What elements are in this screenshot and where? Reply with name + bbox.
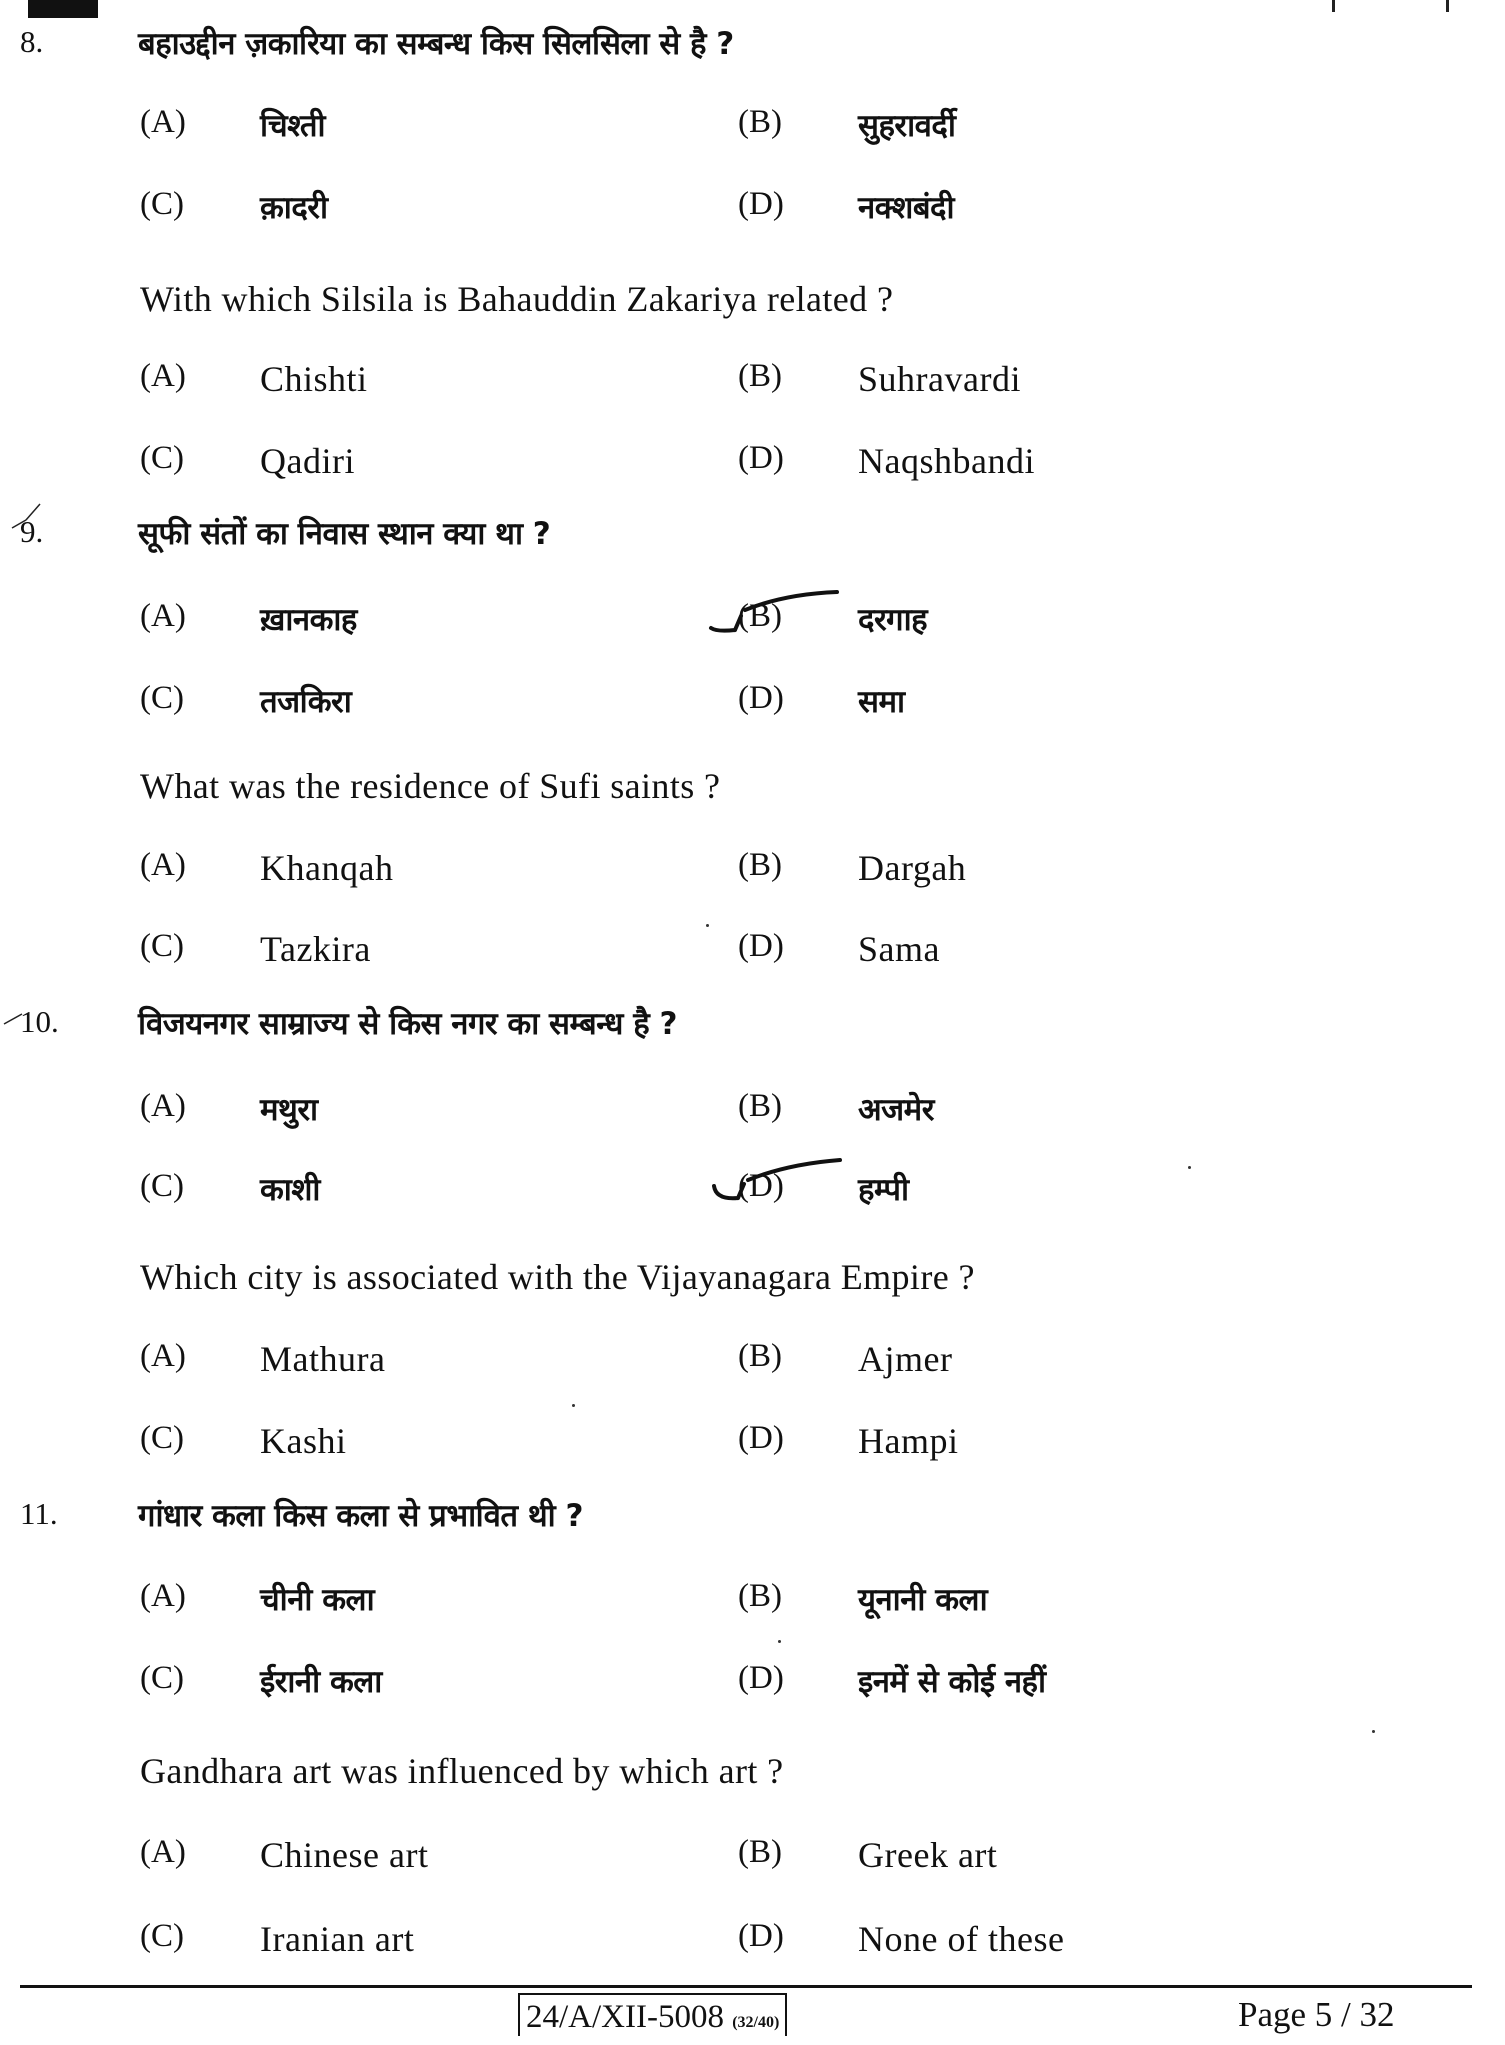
question-number: 9.	[20, 514, 44, 549]
header-black-mark	[28, 0, 98, 18]
scan-speck	[778, 1640, 781, 1643]
question-number: 11.	[20, 1496, 58, 1531]
header-tick-mark	[1446, 0, 1449, 12]
question-number: 8.	[20, 24, 44, 59]
question-stem-english: What was the residence of Sufi saints ?	[140, 766, 721, 806]
question-stem-english: Gandhara art was influenced by which art ?	[140, 1751, 784, 1791]
question-stem-english: Which city is associated with the Vijayanagara Empire ?	[140, 1257, 975, 1297]
paper-code: 24/A/XII-5008	[526, 1999, 724, 2035]
footer-rule	[20, 1985, 1472, 1988]
question-number: 10.	[20, 1004, 59, 1039]
scan-speck	[706, 924, 709, 927]
question-stem-hindi: गांधार कला किस कला से प्रभावित थी ?	[138, 1498, 583, 1534]
scan-speck	[1188, 1166, 1191, 1169]
question-stem-hindi: विजयनगर साम्राज्य से किस नगर का सम्बन्ध है ?	[138, 1006, 677, 1042]
scan-speck	[1372, 1730, 1375, 1733]
paper-code-suffix: (32/40)	[732, 2014, 780, 2031]
paper-code-box	[518, 1993, 787, 2036]
question-stem-english: With which Silsila is Bahauddin Zakariya related ?	[140, 279, 894, 319]
question-stem-hindi: सूफी संतों का निवास स्थान क्या था ?	[138, 516, 551, 552]
page-number: Page 5 / 32	[1238, 1995, 1395, 2034]
header-tick-mark	[1332, 0, 1335, 12]
scan-speck	[572, 1404, 575, 1407]
question-stem-hindi: बहाउद्दीन ज़कारिया का सम्बन्ध किस सिलसिला से है ?	[138, 26, 734, 62]
